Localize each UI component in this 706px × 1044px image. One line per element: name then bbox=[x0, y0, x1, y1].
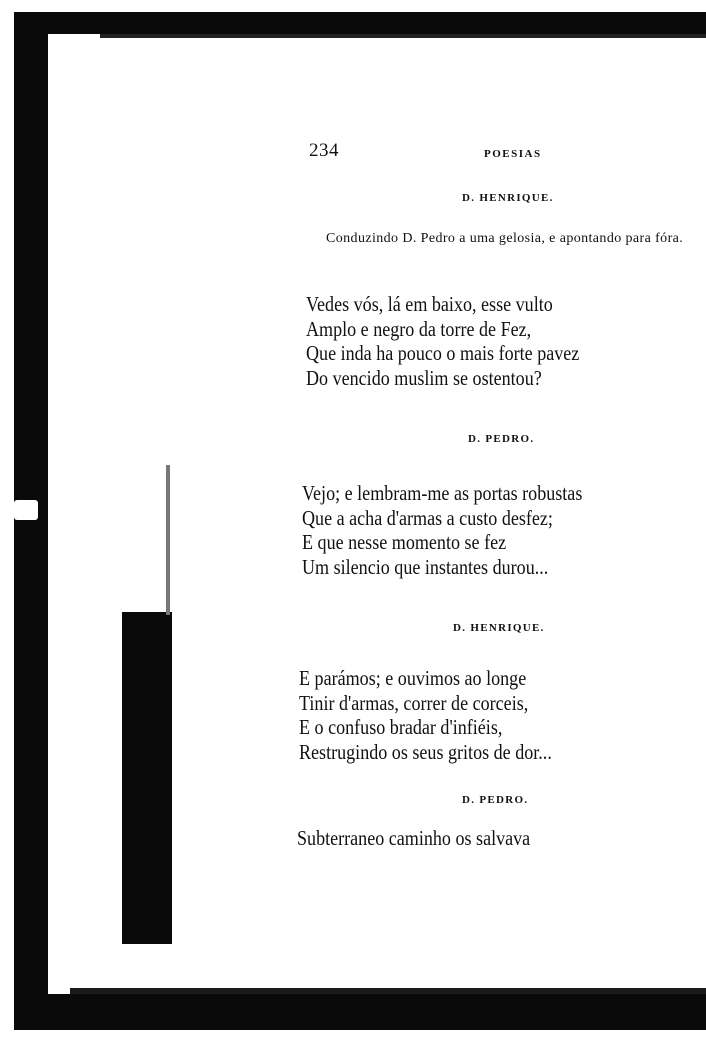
verse-line: Amplo e negro da torre de Fez, bbox=[306, 316, 532, 341]
speaker-heading: D. PEDRO. bbox=[462, 794, 529, 806]
verse-line: Vedes vós, lá em baixo, esse vulto bbox=[306, 292, 553, 316]
speaker-heading: D. HENRIQUE. bbox=[453, 622, 545, 634]
stanza bbox=[299, 666, 552, 764]
stanza bbox=[306, 292, 579, 390]
verse-line: E parámos; e ouvimos ao longe bbox=[299, 666, 527, 690]
verse-line: Vejo; e lembram-me as portas robustas bbox=[302, 481, 583, 505]
verse-line: Que inda ha pouco o mais forte pavez bbox=[306, 341, 580, 365]
stage-direction: Conduzindo D. Pedro a uma gelosia, e apontando para fóra. bbox=[326, 231, 684, 246]
verse-line: Do vencido muslim se ostentou? bbox=[306, 365, 542, 390]
stanza bbox=[302, 481, 582, 579]
running-title: POESIAS bbox=[484, 148, 542, 160]
page-number: 234 bbox=[309, 140, 339, 161]
verse-line: E que nesse momento se fez bbox=[302, 530, 507, 554]
verse-line: Restrugindo os seus gritos de dor... bbox=[299, 739, 552, 764]
verse-line: Um silencio que instantes durou... bbox=[302, 554, 549, 579]
speaker-heading: D. HENRIQUE. bbox=[462, 192, 554, 204]
stanza bbox=[297, 826, 530, 851]
verse-line: Subterraneo caminho os salvava bbox=[297, 826, 531, 850]
speaker-heading: D. PEDRO. bbox=[468, 433, 535, 445]
verse-line: Que a acha d'armas a custo desfez; bbox=[302, 505, 553, 530]
verse-line: E o confuso bradar d'infiéis, bbox=[299, 715, 503, 739]
verse-line: Tinir d'armas, correr de corceis, bbox=[299, 690, 529, 715]
